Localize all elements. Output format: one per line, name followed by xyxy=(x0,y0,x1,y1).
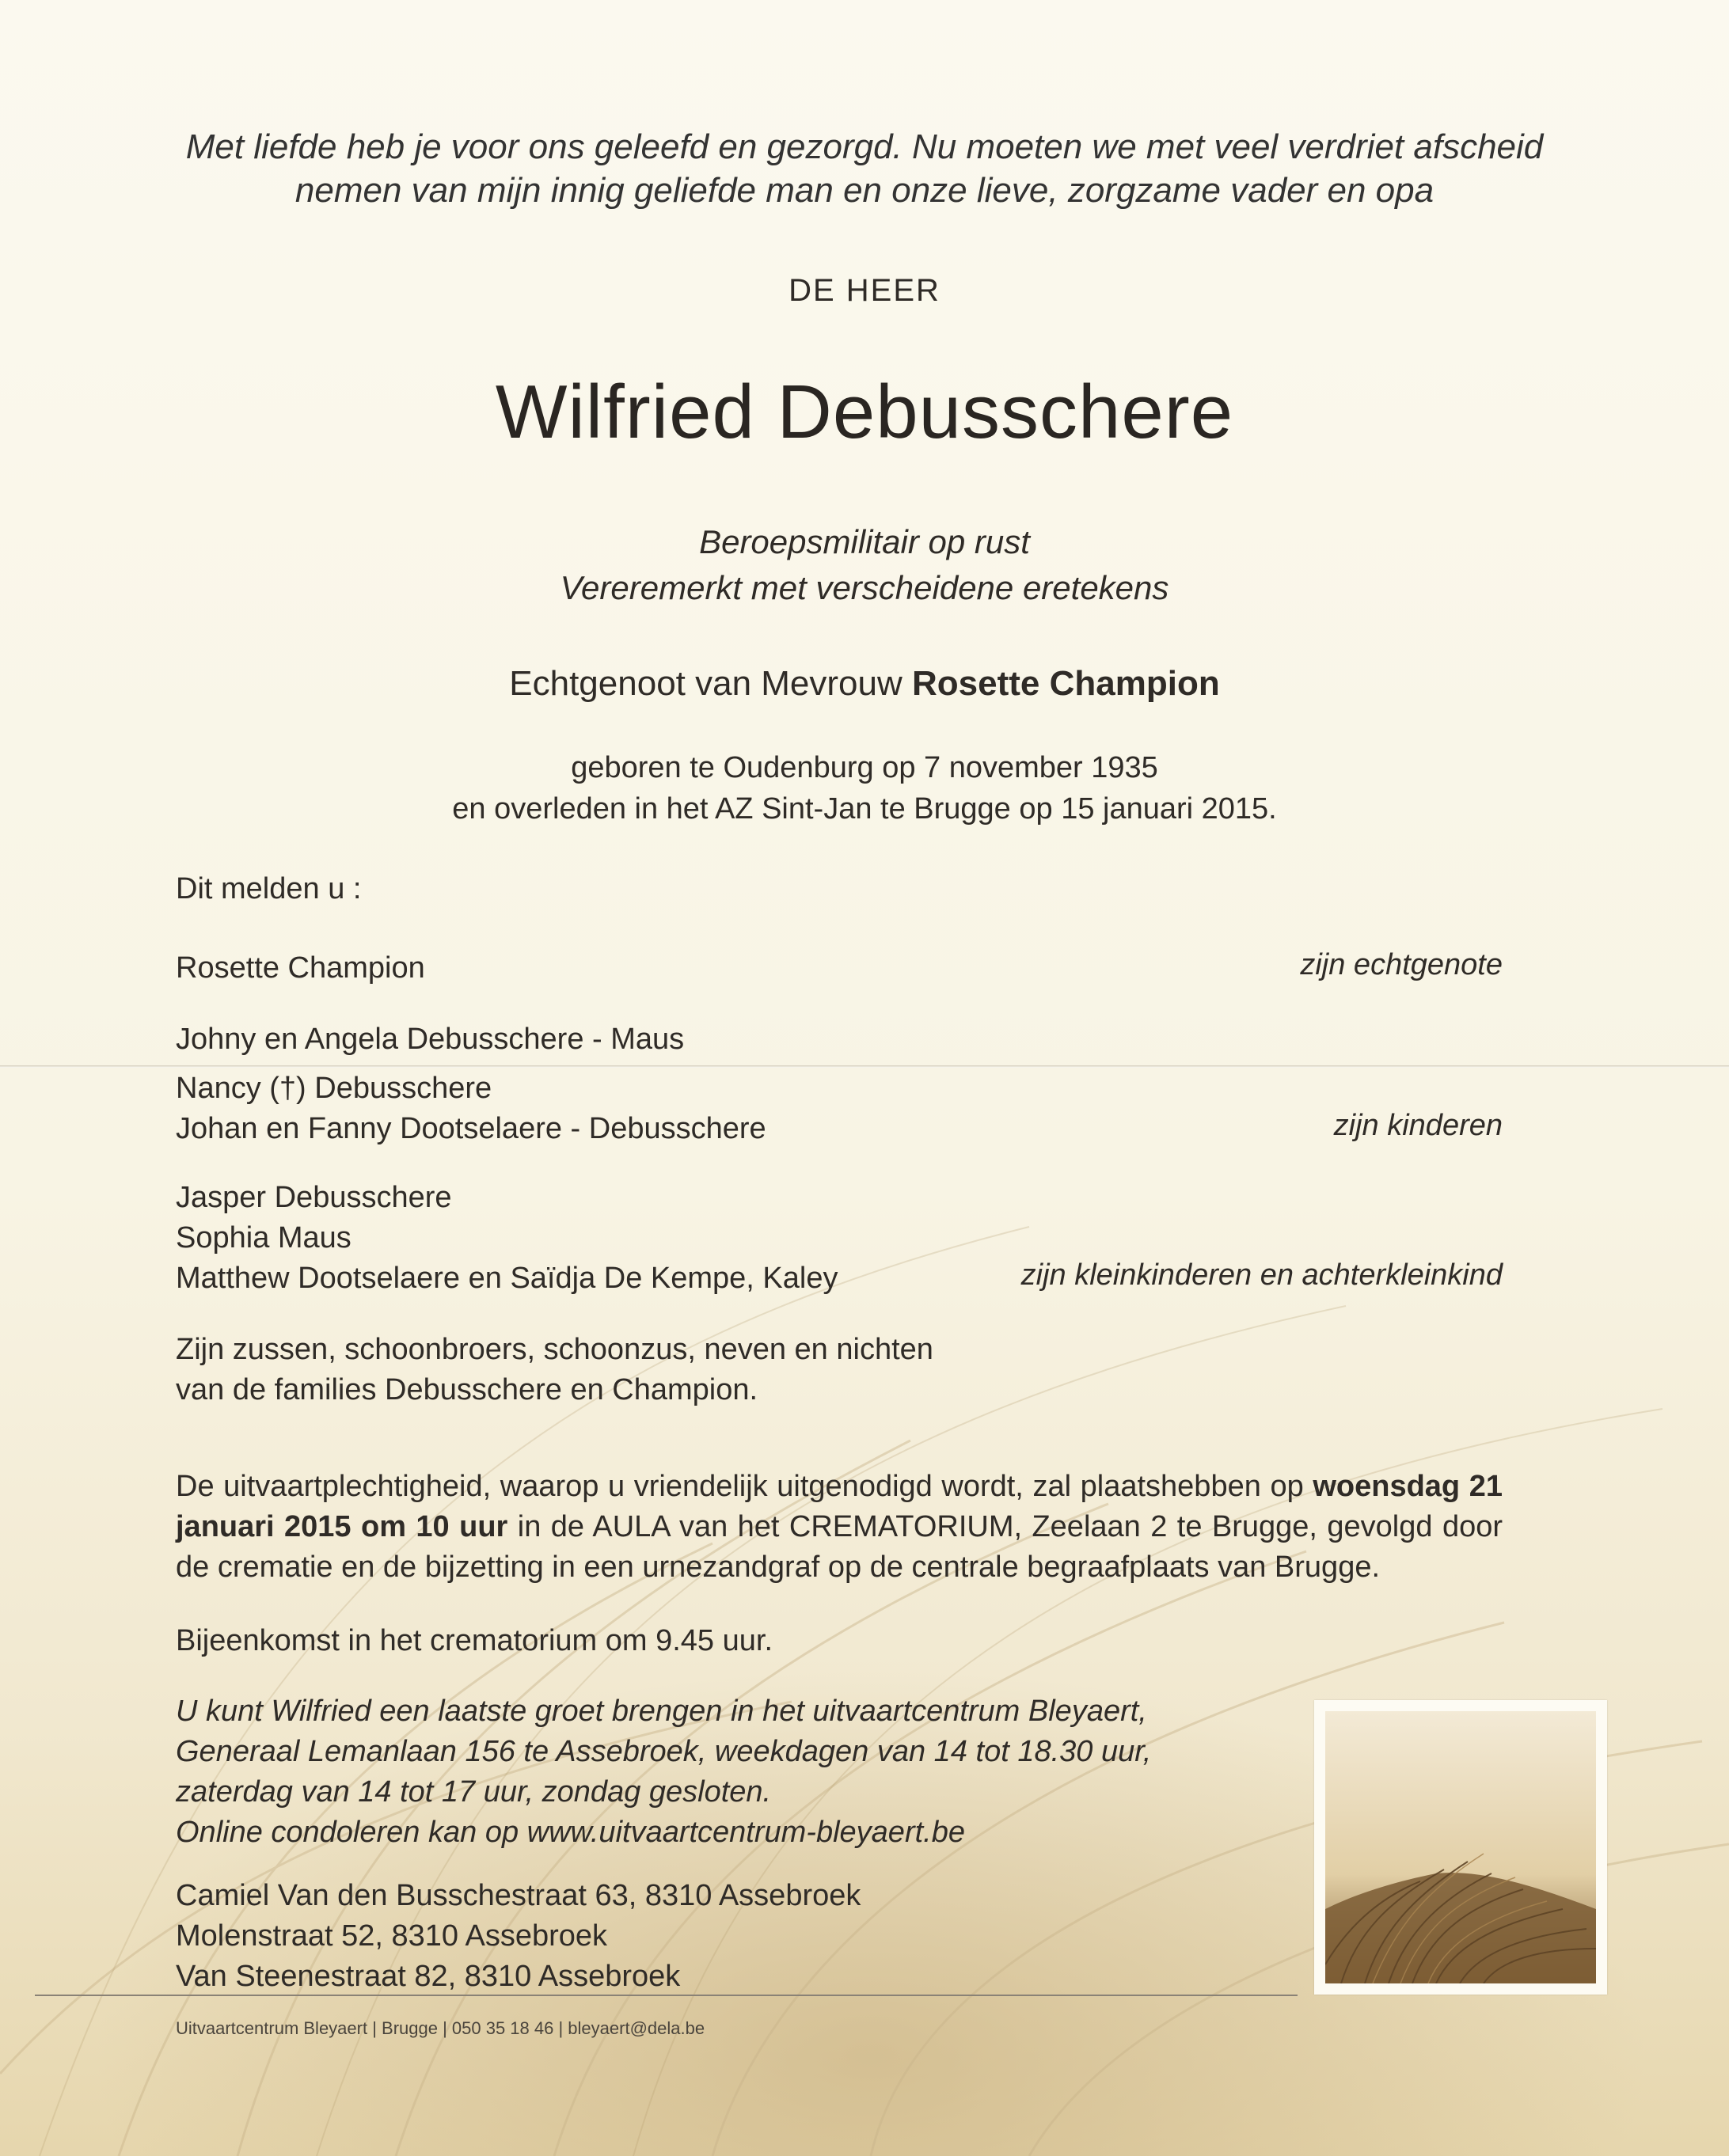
title-prefix: DE HEER xyxy=(788,273,940,308)
announce-intro: Dit melden u : xyxy=(176,872,362,905)
photo-frame xyxy=(1314,1700,1607,1995)
visit-line-1: U kunt Wilfried een laatste groet brengen in het uitvaartcentrum Bleyaert, xyxy=(176,1695,1147,1728)
spouse-prefix: Echtgenoot van Mevrouw xyxy=(509,664,902,703)
visit-line-2: Generaal Lemanlaan 156 te Assebroek, weekdagen van 14 tot 18.30 uur, xyxy=(176,1735,1152,1768)
death-line: en overleden in het AZ Sint-Jan te Brugge op 15 januari 2015. xyxy=(452,792,1277,826)
visit-line-3: zaterdag van 14 tot 17 uur, zondag gesloten. xyxy=(176,1775,772,1809)
spouse-name: Rosette Champion xyxy=(912,664,1220,703)
family-spouse-relation: zijn echtgenote xyxy=(1300,948,1503,981)
extended-family-1: Zijn zussen, schoonbroers, schoonzus, neven en nichten xyxy=(176,1333,933,1366)
children-relation: zijn kinderen xyxy=(1333,1109,1503,1142)
ceremony-text-2: in de AULA van het CREMATORIUM, Zeelaan 2 te Brugge, gevolgd door de crematie en de bijzetting in een urnezandgraf op de centrale begraafplaats van Brugge. xyxy=(176,1510,1503,1584)
family-spouse-name: Rosette Champion xyxy=(176,951,425,985)
page-fold-line xyxy=(0,1065,1729,1068)
subtitle-2: Vereremerkt met verscheidene eretekens xyxy=(560,569,1169,606)
intro-line-1: Met liefde heb je voor ons geleefd en gezorgd. Nu moeten we met veel verdriet afscheid xyxy=(185,127,1544,166)
grandchildren-relation: zijn kleinkinderen en achterkleinkind xyxy=(1020,1258,1503,1292)
visit-line-4: Online condoleren kan op www.uitvaartcentrum-bleyaert.be xyxy=(176,1816,965,1849)
extended-family-2: van de families Debusschere en Champion. xyxy=(176,1373,758,1406)
grandchild-1: Jasper Debusschere xyxy=(176,1181,452,1214)
grass-photo xyxy=(1325,1711,1596,1983)
child-1: Johny en Angela Debusschere - Maus xyxy=(176,1023,685,1056)
ceremony-datetime: woensdag 21 januari 2015 om 10 uur xyxy=(176,1470,1503,1543)
footer-divider xyxy=(35,1995,1298,1996)
address-3: Van Steenestraat 82, 8310 Assebroek xyxy=(176,1960,681,1993)
footer-contact: Uitvaartcentrum Bleyaert | Brugge | 050 35 18 46 | bleyaert@dela.be xyxy=(176,2018,705,2038)
birth-line: geboren te Oudenburg op 7 november 1935 xyxy=(571,751,1158,784)
grandchild-3: Matthew Dootselaere en Saïdja De Kempe, Kaley xyxy=(176,1262,838,1295)
address-1: Camiel Van den Busschestraat 63, 8310 Assebroek xyxy=(176,1879,861,1912)
address-2: Molenstraat 52, 8310 Assebroek xyxy=(176,1919,608,1953)
subtitle-1: Beroepsmilitair op rust xyxy=(699,523,1030,560)
gathering-line: Bijeenkomst in het crematorium om 9.45 uur. xyxy=(176,1624,773,1657)
ceremony-text-1: De uitvaartplechtigheid, waarop u vriendelijk uitgenodigd wordt, zal plaatshebben op xyxy=(176,1470,1304,1503)
deceased-name: Wilfried Debusschere xyxy=(495,370,1234,454)
grass-photo-image xyxy=(1325,1711,1596,1983)
intro-line-2: nemen van mijn innig geliefde man en onze lieve, zorgzame vader en opa xyxy=(294,171,1434,210)
child-3: Johan en Fanny Dootselaere - Debusschere xyxy=(176,1112,766,1145)
child-2: Nancy (†) Debusschere xyxy=(176,1072,492,1105)
ceremony-paragraph xyxy=(176,1467,1503,1588)
grandchild-2: Sophia Maus xyxy=(176,1221,352,1255)
spouse-line xyxy=(0,664,1729,704)
